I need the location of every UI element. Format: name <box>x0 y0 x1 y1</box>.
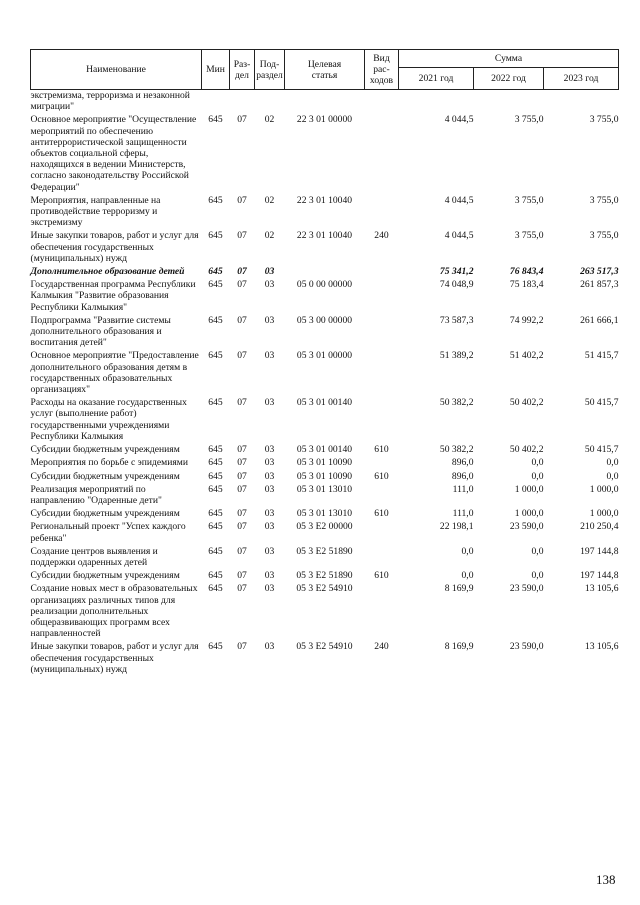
cell-name: Основное мероприятие "Предоставление дополнительного образования детям в государственных образовательных организациях" <box>30 350 199 396</box>
cell-celevaya-statya: 05 3 E2 51890 <box>296 570 353 582</box>
cell-vid-rashodov <box>365 350 399 397</box>
cell-sum-2022: 75 183,4 <box>509 279 544 291</box>
cell-name: Основное мероприятие "Осуществление мероприятий по обеспечению антитеррористической защищенности объектов социальной сферы, находящихся в ведении Министерств, согласно законодательству Российской Федерации" <box>30 114 197 193</box>
cell-vid-rashodov <box>365 546 399 570</box>
cell-sum-2021: 4 044,5 <box>444 194 474 206</box>
cell-podrazdel: 03 <box>264 470 275 482</box>
table-row <box>31 397 619 444</box>
cell-celevaya-statya: 05 0 00 00000 <box>296 279 353 291</box>
cell-vid-rashodov: 610 <box>374 470 389 482</box>
cell-podrazdel: 03 <box>264 641 275 653</box>
cell-podrazdel <box>255 90 285 115</box>
table-row <box>31 570 619 583</box>
header-year-2021: 2021 год <box>399 68 474 90</box>
cell-name: Создание центров выявления и поддержки одаренных детей <box>30 545 158 568</box>
table-row <box>31 266 619 279</box>
cell-min: 645 <box>208 641 223 653</box>
cell-vid-rashodov: 610 <box>374 508 389 520</box>
cell-podrazdel: 03 <box>264 444 275 456</box>
cell-razdel: 07 <box>237 457 247 469</box>
cell-razdel: 07 <box>237 483 247 495</box>
cell-name: Мероприятия по борьбе с эпидемиями <box>30 457 188 469</box>
cell-name: Мероприятия, направленные на противодействие терроризму и экстремизму <box>30 194 161 229</box>
cell-sum-2021: 0,0 <box>461 545 474 557</box>
cell-celevaya-statya: 22 3 01 00000 <box>296 114 353 126</box>
header-min: Мин <box>202 50 230 90</box>
cell-razdel: 07 <box>237 266 247 278</box>
cell-razdel: 07 <box>237 545 247 557</box>
cell-sum-2022: 0,0 <box>531 545 544 557</box>
cell-sum-2022: 23 590,0 <box>509 521 544 533</box>
cell-podrazdel: 03 <box>264 314 275 326</box>
cell-sum-2021: 8 169,9 <box>444 641 474 653</box>
cell-sum-2022: 50 402,2 <box>509 444 544 456</box>
cell-min: 645 <box>208 230 223 242</box>
cell-min <box>202 90 230 115</box>
cell-celevaya-statya: 05 3 E2 54910 <box>296 583 353 595</box>
table-row <box>31 90 619 115</box>
cell-vid-rashodov <box>365 195 399 231</box>
cell-podrazdel: 03 <box>264 508 275 520</box>
cell-min: 645 <box>208 545 223 557</box>
table-row <box>31 195 619 231</box>
cell-sum-2023: 3 755,0 <box>589 114 619 126</box>
cell-celevaya-statya <box>285 266 365 279</box>
cell-min: 645 <box>208 457 223 469</box>
cell-sum-2021: 8 169,9 <box>444 583 474 595</box>
table-row <box>31 114 619 194</box>
cell-name: Расходы на оказание государственных услуг (выполнение работ) государственными учреждениями Республики Калмыкия <box>30 397 187 442</box>
cell-celevaya-statya: 05 3 E2 51890 <box>296 545 353 557</box>
table-row <box>31 315 619 351</box>
cell-sum-2021: 50 382,2 <box>439 397 474 409</box>
cell-sum-2021: 4 044,5 <box>444 114 474 126</box>
page-number: 138 <box>596 872 616 887</box>
cell-min: 645 <box>208 114 223 126</box>
cell-sum-2021: 896,0 <box>451 470 474 482</box>
cell-celevaya-statya <box>285 90 365 115</box>
cell-razdel: 07 <box>237 230 247 242</box>
header-year-2022: 2022 год <box>474 68 544 90</box>
cell-razdel: 07 <box>237 521 247 533</box>
cell-vid-rashodov <box>365 397 399 444</box>
cell-min: 645 <box>208 350 223 362</box>
table-row <box>31 279 619 315</box>
cell-name: Создание новых мест в образовательных организациях различных типов для реализации дополнительных общеразвивающих программ всех направленностей <box>30 583 198 640</box>
cell-sum-2022: 3 755,0 <box>514 230 544 242</box>
cell-sum-2022: 3 755,0 <box>514 114 544 126</box>
cell-sum-2022: 74 992,2 <box>509 314 544 326</box>
cell-podrazdel: 03 <box>264 583 275 595</box>
cell-razdel: 07 <box>237 314 247 326</box>
table-row <box>31 546 619 570</box>
cell-podrazdel: 03 <box>264 545 275 557</box>
cell-sum-2023: 3 755,0 <box>589 230 619 242</box>
cell-sum-2021: 73 587,3 <box>439 314 474 326</box>
cell-sum-2022 <box>474 90 544 115</box>
cell-min: 645 <box>208 508 223 520</box>
cell-name: Реализация мероприятий по направлению "Одаренные дети" <box>30 483 162 506</box>
cell-sum-2022: 51 402,2 <box>509 350 544 362</box>
cell-sum-2023: 197 144,8 <box>580 545 619 557</box>
cell-podrazdel: 02 <box>264 114 275 126</box>
cell-sum-2023: 3 755,0 <box>589 194 619 206</box>
cell-sum-2021: 75 341,2 <box>439 266 474 278</box>
cell-name: Субсидии бюджетным учреждениям <box>30 570 180 582</box>
cell-celevaya-statya: 05 3 01 00000 <box>296 350 353 362</box>
cell-razdel: 07 <box>237 350 247 362</box>
cell-sum-2022: 3 755,0 <box>514 194 544 206</box>
cell-sum-2023: 50 415,7 <box>584 444 619 456</box>
cell-sum-2023: 50 415,7 <box>584 397 619 409</box>
cell-sum-2021: 22 198,1 <box>439 521 474 533</box>
cell-celevaya-statya: 22 3 01 10040 <box>296 230 353 242</box>
cell-celevaya-statya: 05 3 01 00140 <box>296 397 353 409</box>
header-year-2023: 2023 год <box>544 68 619 90</box>
cell-sum-2021: 111,0 <box>452 483 474 495</box>
cell-min: 645 <box>208 314 223 326</box>
cell-sum-2022: 50 402,2 <box>509 397 544 409</box>
cell-razdel: 07 <box>237 470 247 482</box>
cell-name: Дополнительное образование детей <box>30 266 185 278</box>
cell-vid-rashodov: 240 <box>374 641 389 653</box>
table-row <box>31 521 619 545</box>
cell-sum-2021: 111,0 <box>452 508 474 520</box>
cell-celevaya-statya: 05 3 01 13010 <box>296 483 353 495</box>
cell-vid-rashodov: 610 <box>374 570 389 582</box>
header-summa: Сумма <box>399 50 619 68</box>
table-row <box>31 230 619 266</box>
cell-razdel: 07 <box>237 194 247 206</box>
header-celevaya-statya: Целевая статья <box>285 50 365 90</box>
table-row <box>31 350 619 397</box>
cell-sum-2023: 210 250,4 <box>580 521 619 533</box>
cell-sum-2023: 0,0 <box>606 457 619 469</box>
cell-podrazdel: 03 <box>264 483 275 495</box>
budget-table <box>30 49 619 677</box>
cell-sum-2022: 1 000,0 <box>514 508 544 520</box>
cell-sum-2023: 0,0 <box>606 470 619 482</box>
cell-sum-2021: 51 389,2 <box>439 350 474 362</box>
cell-razdel: 07 <box>237 508 247 520</box>
cell-razdel: 07 <box>237 279 247 291</box>
cell-razdel: 07 <box>237 444 247 456</box>
cell-celevaya-statya: 05 3 01 00140 <box>296 444 353 456</box>
cell-name: Иные закупки товаров, работ и услуг для обеспечения государственных (муниципальных) нужд <box>30 641 199 675</box>
cell-podrazdel: 03 <box>264 457 275 469</box>
cell-sum-2021: 896,0 <box>451 457 474 469</box>
cell-celevaya-statya: 05 3 00 00000 <box>296 314 353 326</box>
cell-podrazdel: 02 <box>264 230 275 242</box>
cell-min: 645 <box>208 397 223 409</box>
cell-razdel: 07 <box>237 114 247 126</box>
cell-vid-rashodov <box>365 114 399 194</box>
cell-sum-2021: 50 382,2 <box>439 444 474 456</box>
cell-sum-2021: 74 048,9 <box>439 279 474 291</box>
cell-vid-rashodov <box>365 484 399 508</box>
cell-min: 645 <box>208 570 223 582</box>
table-row <box>31 457 619 470</box>
cell-sum-2023: 263 517,3 <box>580 266 619 278</box>
cell-celevaya-statya: 05 3 E2 00000 <box>296 521 353 533</box>
cell-sum-2023: 1 000,0 <box>589 508 619 520</box>
cell-min: 645 <box>208 444 223 456</box>
cell-sum-2021: 4 044,5 <box>444 230 474 242</box>
table-row <box>31 484 619 508</box>
cell-sum-2022: 76 843,4 <box>509 266 544 278</box>
table-row <box>31 641 619 677</box>
cell-sum-2021 <box>399 90 474 115</box>
cell-celevaya-statya: 05 3 01 10090 <box>296 470 353 482</box>
table-row <box>31 508 619 521</box>
cell-name: Государственная программа Республики Калмыкия "Развитие образования Республики Калмыкия" <box>30 279 196 313</box>
cell-sum-2022: 0,0 <box>531 570 544 582</box>
cell-podrazdel: 03 <box>264 266 275 278</box>
cell-sum-2023: 197 144,8 <box>580 570 619 582</box>
cell-name: Субсидии бюджетным учреждениям <box>30 470 180 482</box>
cell-razdel <box>230 90 255 115</box>
cell-min: 645 <box>208 521 223 533</box>
cell-name: Иные закупки товаров, работ и услуг для обеспечения государственных (муниципальных) нужд <box>30 230 199 264</box>
cell-podrazdel: 03 <box>264 521 275 533</box>
cell-min: 645 <box>208 279 223 291</box>
cell-sum-2023: 261 666,1 <box>580 314 619 326</box>
cell-sum-2021: 0,0 <box>461 570 474 582</box>
header-name: Наименование <box>31 50 202 90</box>
cell-sum-2022: 23 590,0 <box>509 583 544 595</box>
cell-name: Подпрограмма "Развитие системы дополнительного образования и воспитания детей" <box>30 314 171 349</box>
cell-name: экстремизма, терроризма и незаконной миграции" <box>30 90 190 113</box>
cell-razdel: 07 <box>237 397 247 409</box>
cell-min: 645 <box>208 483 223 495</box>
cell-min: 645 <box>208 470 223 482</box>
header-podrazdel: Под- раздел <box>255 50 285 90</box>
cell-vid-rashodov <box>365 90 399 115</box>
table-row <box>31 583 619 641</box>
cell-vid-rashodov <box>365 583 399 641</box>
table-body <box>31 90 619 677</box>
table-row <box>31 471 619 484</box>
cell-razdel: 07 <box>237 583 247 595</box>
cell-podrazdel: 02 <box>264 194 275 206</box>
cell-min: 645 <box>208 194 223 206</box>
cell-sum-2023 <box>544 90 619 115</box>
cell-sum-2022: 0,0 <box>531 470 544 482</box>
budget-page <box>30 49 618 677</box>
cell-vid-rashodov <box>365 315 399 351</box>
cell-sum-2022: 0,0 <box>531 457 544 469</box>
cell-sum-2023: 51 415,7 <box>584 350 619 362</box>
cell-podrazdel: 03 <box>264 397 275 409</box>
cell-podrazdel: 03 <box>264 350 275 362</box>
table-row <box>31 444 619 457</box>
cell-vid-rashodov <box>365 521 399 545</box>
cell-vid-rashodov <box>365 457 399 470</box>
cell-min: 645 <box>208 266 223 278</box>
table-header <box>31 50 619 90</box>
cell-name: Субсидии бюджетным учреждениям <box>30 444 180 456</box>
cell-name: Субсидии бюджетным учреждениям <box>30 508 180 520</box>
cell-vid-rashodov <box>365 279 399 315</box>
cell-celevaya-statya: 05 3 01 10090 <box>296 457 353 469</box>
cell-sum-2023: 13 105,6 <box>584 583 619 595</box>
cell-podrazdel: 03 <box>264 279 275 291</box>
cell-vid-rashodov: 240 <box>374 230 389 242</box>
cell-sum-2023: 13 105,6 <box>584 641 619 653</box>
header-razdel: Раз- дел <box>230 50 255 90</box>
cell-podrazdel: 03 <box>264 570 275 582</box>
cell-celevaya-statya: 05 3 E2 54910 <box>296 641 353 653</box>
cell-celevaya-statya: 22 3 01 10040 <box>296 194 353 206</box>
cell-vid-rashodov: 610 <box>374 444 389 456</box>
header-vid-rashodov: Вид рас- ходов <box>365 50 399 90</box>
cell-sum-2022: 1 000,0 <box>514 483 544 495</box>
cell-razdel: 07 <box>237 570 247 582</box>
cell-sum-2023: 261 857,3 <box>580 279 619 291</box>
cell-sum-2023: 1 000,0 <box>589 483 619 495</box>
cell-celevaya-statya: 05 3 01 13010 <box>296 508 353 520</box>
cell-sum-2022: 23 590,0 <box>509 641 544 653</box>
cell-name: Региональный проект "Успех каждого ребенка" <box>30 521 186 544</box>
cell-vid-rashodov <box>365 266 399 279</box>
cell-min: 645 <box>208 583 223 595</box>
cell-razdel: 07 <box>237 641 247 653</box>
